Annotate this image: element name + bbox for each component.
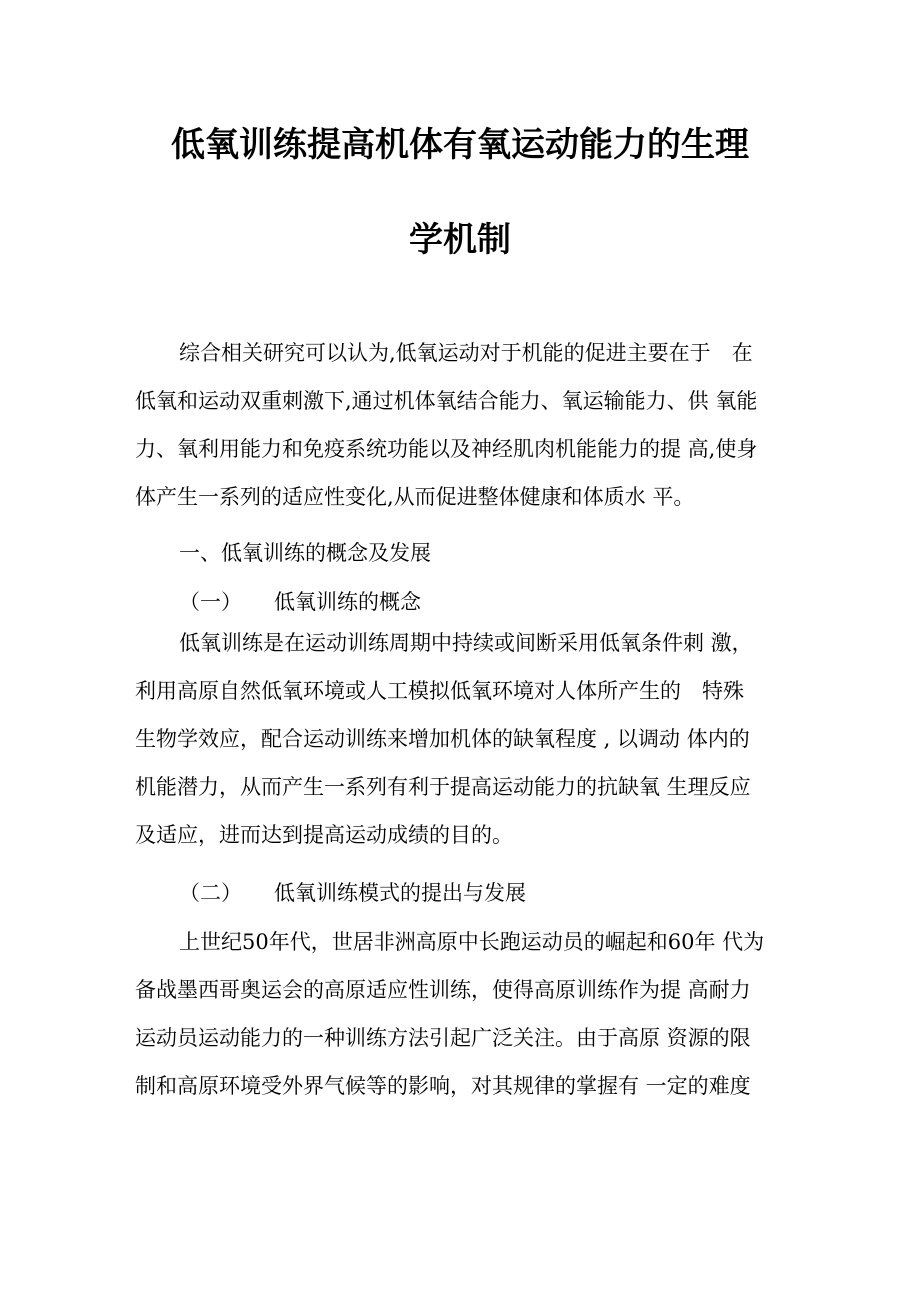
paragraph-history — [135, 918, 797, 1110]
paragraph-line: 制和高原环境受外界气候等的影响，对其规律的掌握有 一定的难度 — [135, 1074, 751, 1098]
subsection-title: 低氧训练模式的提出与发展 — [274, 881, 526, 905]
paragraph-line: 综合相关研究可以认为,低氧运动对于机能的促进主要在于 在 — [179, 341, 753, 365]
paragraph-line: 低氧训练是在运动训练周期中持续或间断采用低氧条件刺 激， — [179, 631, 753, 655]
paragraph-line: 机能潜力，从而产生一系列有利于提高运动能力的抗缺氧 生理反应 — [135, 775, 751, 799]
paragraph-intro — [135, 329, 797, 521]
subsection-number: （一） — [179, 590, 242, 614]
paragraph-definition — [135, 619, 797, 859]
section-heading-1: 一、低氧训练的概念及发展 — [179, 541, 431, 565]
paragraph-line: 运动员运动能力的一种训练方法引起广泛关注。由于高原 资源的限 — [135, 1026, 751, 1050]
paragraph-line: 低氧和运动双重刺激下,通过机体氧结合能力、氧运输能力、供 氧能 — [135, 389, 758, 413]
document-title-line-1: 低氧训练提高机体有氧运动能力的生理 — [171, 125, 749, 165]
paragraph-line: 体产生一系列的适应性变化,从而促进整体健康和体质水 平。 — [135, 485, 695, 509]
document-title-line-2: 学机制 — [409, 220, 511, 260]
subsection-number: （二） — [179, 881, 242, 905]
paragraph-line: 利用高原自然低氧环境或人工模拟低氧环境对人体所产生的 特殊 — [135, 679, 744, 703]
paragraph-line: 生物学效应，配合运动训练来增加机体的缺氧程度 , 以调动 体内的 — [135, 727, 750, 751]
paragraph-line: 备战墨西哥奥运会的高原适应性训练，使得高原训练作为提 高耐力 — [135, 978, 751, 1002]
subsection-title: 低氧训练的概念 — [274, 590, 421, 614]
subsection-heading-2 — [179, 869, 526, 917]
paragraph-line: 力、氧利用能力和免疫系统功能以及神经肌肉机能能力的提 高,使身 — [135, 437, 758, 461]
paragraph-line: 上世纪50年代，世居非洲高原中长跑运动员的崛起和60年 代为 — [179, 930, 765, 954]
paragraph-line: 及适应，进而达到提高运动成绩的目的。 — [135, 823, 513, 847]
